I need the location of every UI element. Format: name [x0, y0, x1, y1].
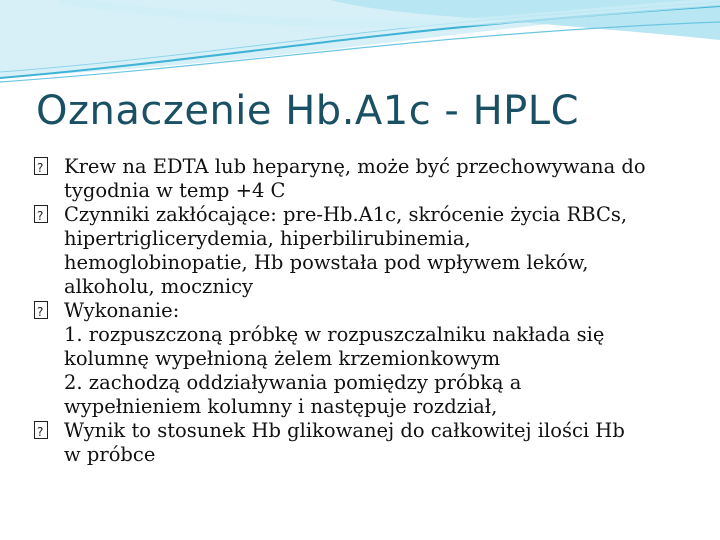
- bullet-line: Wynik to stosunek Hb glikowanej do całkowitej ilości Hb: [64, 419, 625, 442]
- missing-glyph-bullet-icon: [34, 301, 48, 319]
- bullet-line: hemoglobinopatie, Hb powstała pod wpływem leków,: [64, 251, 589, 274]
- bullet-line: Krew na EDTA lub heparynę, może być przechowywana do: [64, 155, 646, 178]
- missing-glyph-bullet-icon: [34, 421, 48, 439]
- bullet-line: alkoholu, mocznicy: [64, 275, 254, 298]
- header-wave-decoration: [0, 0, 720, 90]
- bullet-item: [34, 299, 694, 419]
- bullet-line: Wykonanie:: [64, 299, 180, 322]
- slide-title: Oznaczenie Hb.A1c - HPLC: [36, 88, 579, 134]
- missing-glyph-bullet-icon: [34, 205, 48, 223]
- bullet-line: tygodnia w temp +4 C: [64, 179, 286, 202]
- bullet-item: [34, 203, 694, 299]
- bullet-item: [34, 155, 694, 203]
- bullet-line: 2. zachodzą oddziaływania pomiędzy próbką a: [64, 371, 522, 394]
- bullet-line: wypełnieniem kolumny i następuje rozdział,: [64, 395, 498, 418]
- bullet-item: [34, 419, 694, 467]
- bullet-line: 1. rozpuszczoną próbkę w rozpuszczalniku nakłada się: [64, 323, 605, 346]
- missing-glyph-bullet-icon: [34, 157, 48, 175]
- bullet-line: hipertriglicerydemia, hiperbilirubinemia,: [64, 227, 471, 250]
- bullet-line: kolumnę wypełnioną żelem krzemionkowym: [64, 347, 501, 370]
- bullet-line: Czynniki zakłócające: pre-Hb.A1c, skrócenie życia RBCs,: [64, 203, 628, 226]
- bullet-line: w próbce: [64, 443, 156, 466]
- slide-content: [34, 155, 694, 467]
